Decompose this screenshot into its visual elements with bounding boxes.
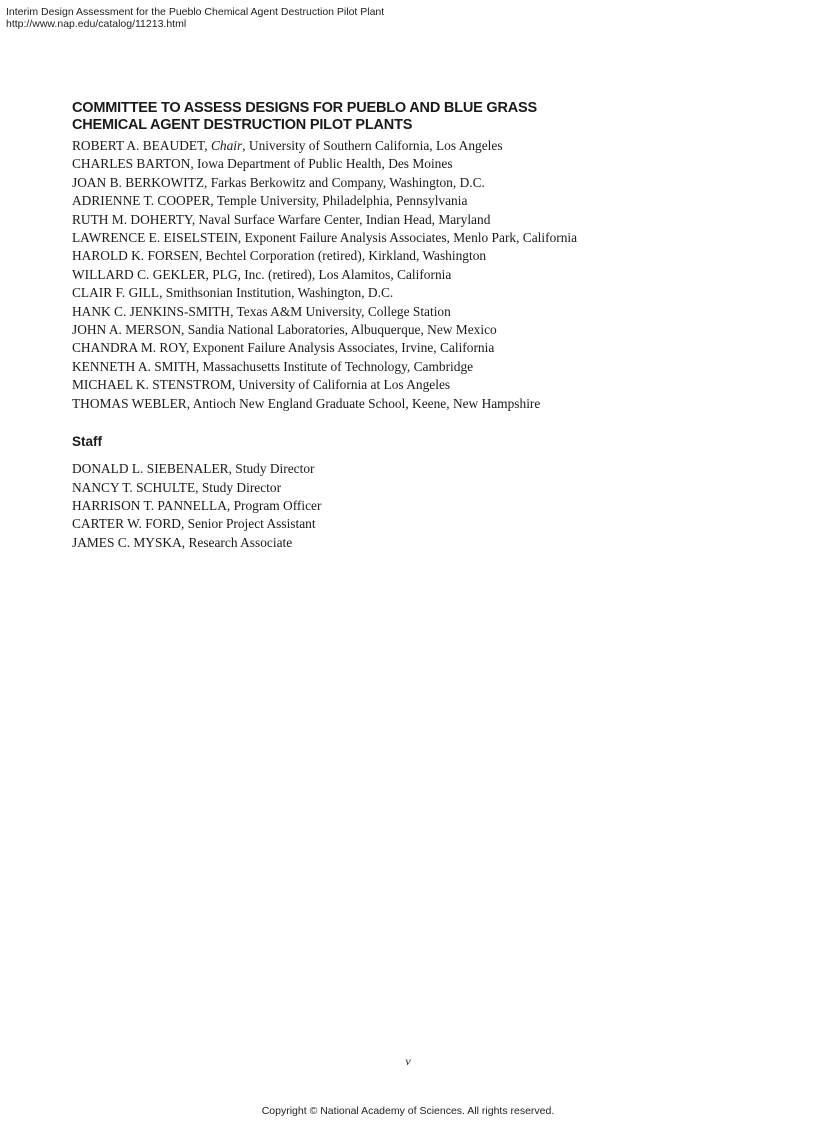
staff-heading: Staff (72, 434, 102, 450)
staff-member: JAMES C. MYSKA, Research Associate (72, 534, 293, 550)
committee-member: THOMAS WEBLER, Antioch New England Graduate School, Keene, New Hampshire (72, 395, 541, 411)
copyright-notice: Copyright © National Academy of Sciences. All rights reserved. (261, 1105, 555, 1117)
committee-member: JOHN A. MERSON, Sandia National Laboratories, Albuquerque, New Mexico (72, 322, 497, 338)
staff-member: DONALD L. SIEBENALER, Study Director (72, 461, 315, 477)
committee-member: JOAN B. BERKOWITZ, Farkas Berkowitz and Company, Washington, D.C. (72, 174, 485, 190)
committee-member: RUTH M. DOHERTY, Naval Surface Warfare Center, Indian Head, Maryland (72, 211, 491, 227)
committee-member-list (72, 137, 772, 413)
committee-member: KENNETH A. SMITH, Massachusetts Institute of Technology, Cambridge (72, 358, 474, 374)
document-title: Interim Design Assessment for the Pueblo Chemical Agent Destruction Pilot Plant (6, 6, 385, 18)
chair-role: Chair (210, 138, 243, 153)
committee-member: CHANDRA M. ROY, Exponent Failure Analysis Associates, Irvine, California (72, 340, 495, 356)
staff-list (72, 460, 772, 552)
staff-member: HARRISON T. PANNELLA, Program Officer (72, 497, 322, 513)
roster-content (72, 100, 772, 552)
document-url: http://www.nap.edu/catalog/11213.html (6, 18, 187, 30)
chair-affiliation: , University of Southern California, Los Angeles (242, 138, 503, 153)
committee-member: LAWRENCE E. EISELSTEIN, Exponent Failure Analysis Associates, Menlo Park, California (72, 230, 578, 246)
committee-member: MICHAEL K. STENSTROM, University of California at Los Angeles (72, 377, 451, 393)
committee-title-line1: COMMITTEE TO ASSESS DESIGNS FOR PUEBLO AND BLUE GRASS (72, 100, 537, 116)
committee-title-line2: CHEMICAL AGENT DESTRUCTION PILOT PLANTS (72, 117, 413, 133)
committee-member: WILLARD C. GEKLER, PLG, Inc. (retired), Los Alamitos, California (72, 266, 452, 282)
chair-name: ROBERT A. BEAUDET, (72, 138, 208, 153)
committee-chair (72, 137, 772, 155)
committee-member: CHARLES BARTON, Iowa Department of Public Health, Des Moines (72, 156, 453, 172)
committee-member: CLAIR F. GILL, Smithsonian Institution, Washington, D.C. (72, 285, 394, 301)
committee-member: HAROLD K. FORSEN, Bechtel Corporation (retired), Kirkland, Washington (72, 248, 487, 264)
staff-member: NANCY T. SCHULTE, Study Director (72, 479, 282, 495)
page-number: v (405, 1054, 411, 1068)
document-header (6, 6, 384, 30)
staff-member: CARTER W. FORD, Senior Project Assistant (72, 516, 316, 532)
committee-member: HANK C. JENKINS-SMITH, Texas A&M University, College Station (72, 303, 451, 319)
committee-title (72, 100, 772, 134)
committee-member: ADRIENNE T. COOPER, Temple University, Philadelphia, Pennsylvania (72, 193, 468, 209)
